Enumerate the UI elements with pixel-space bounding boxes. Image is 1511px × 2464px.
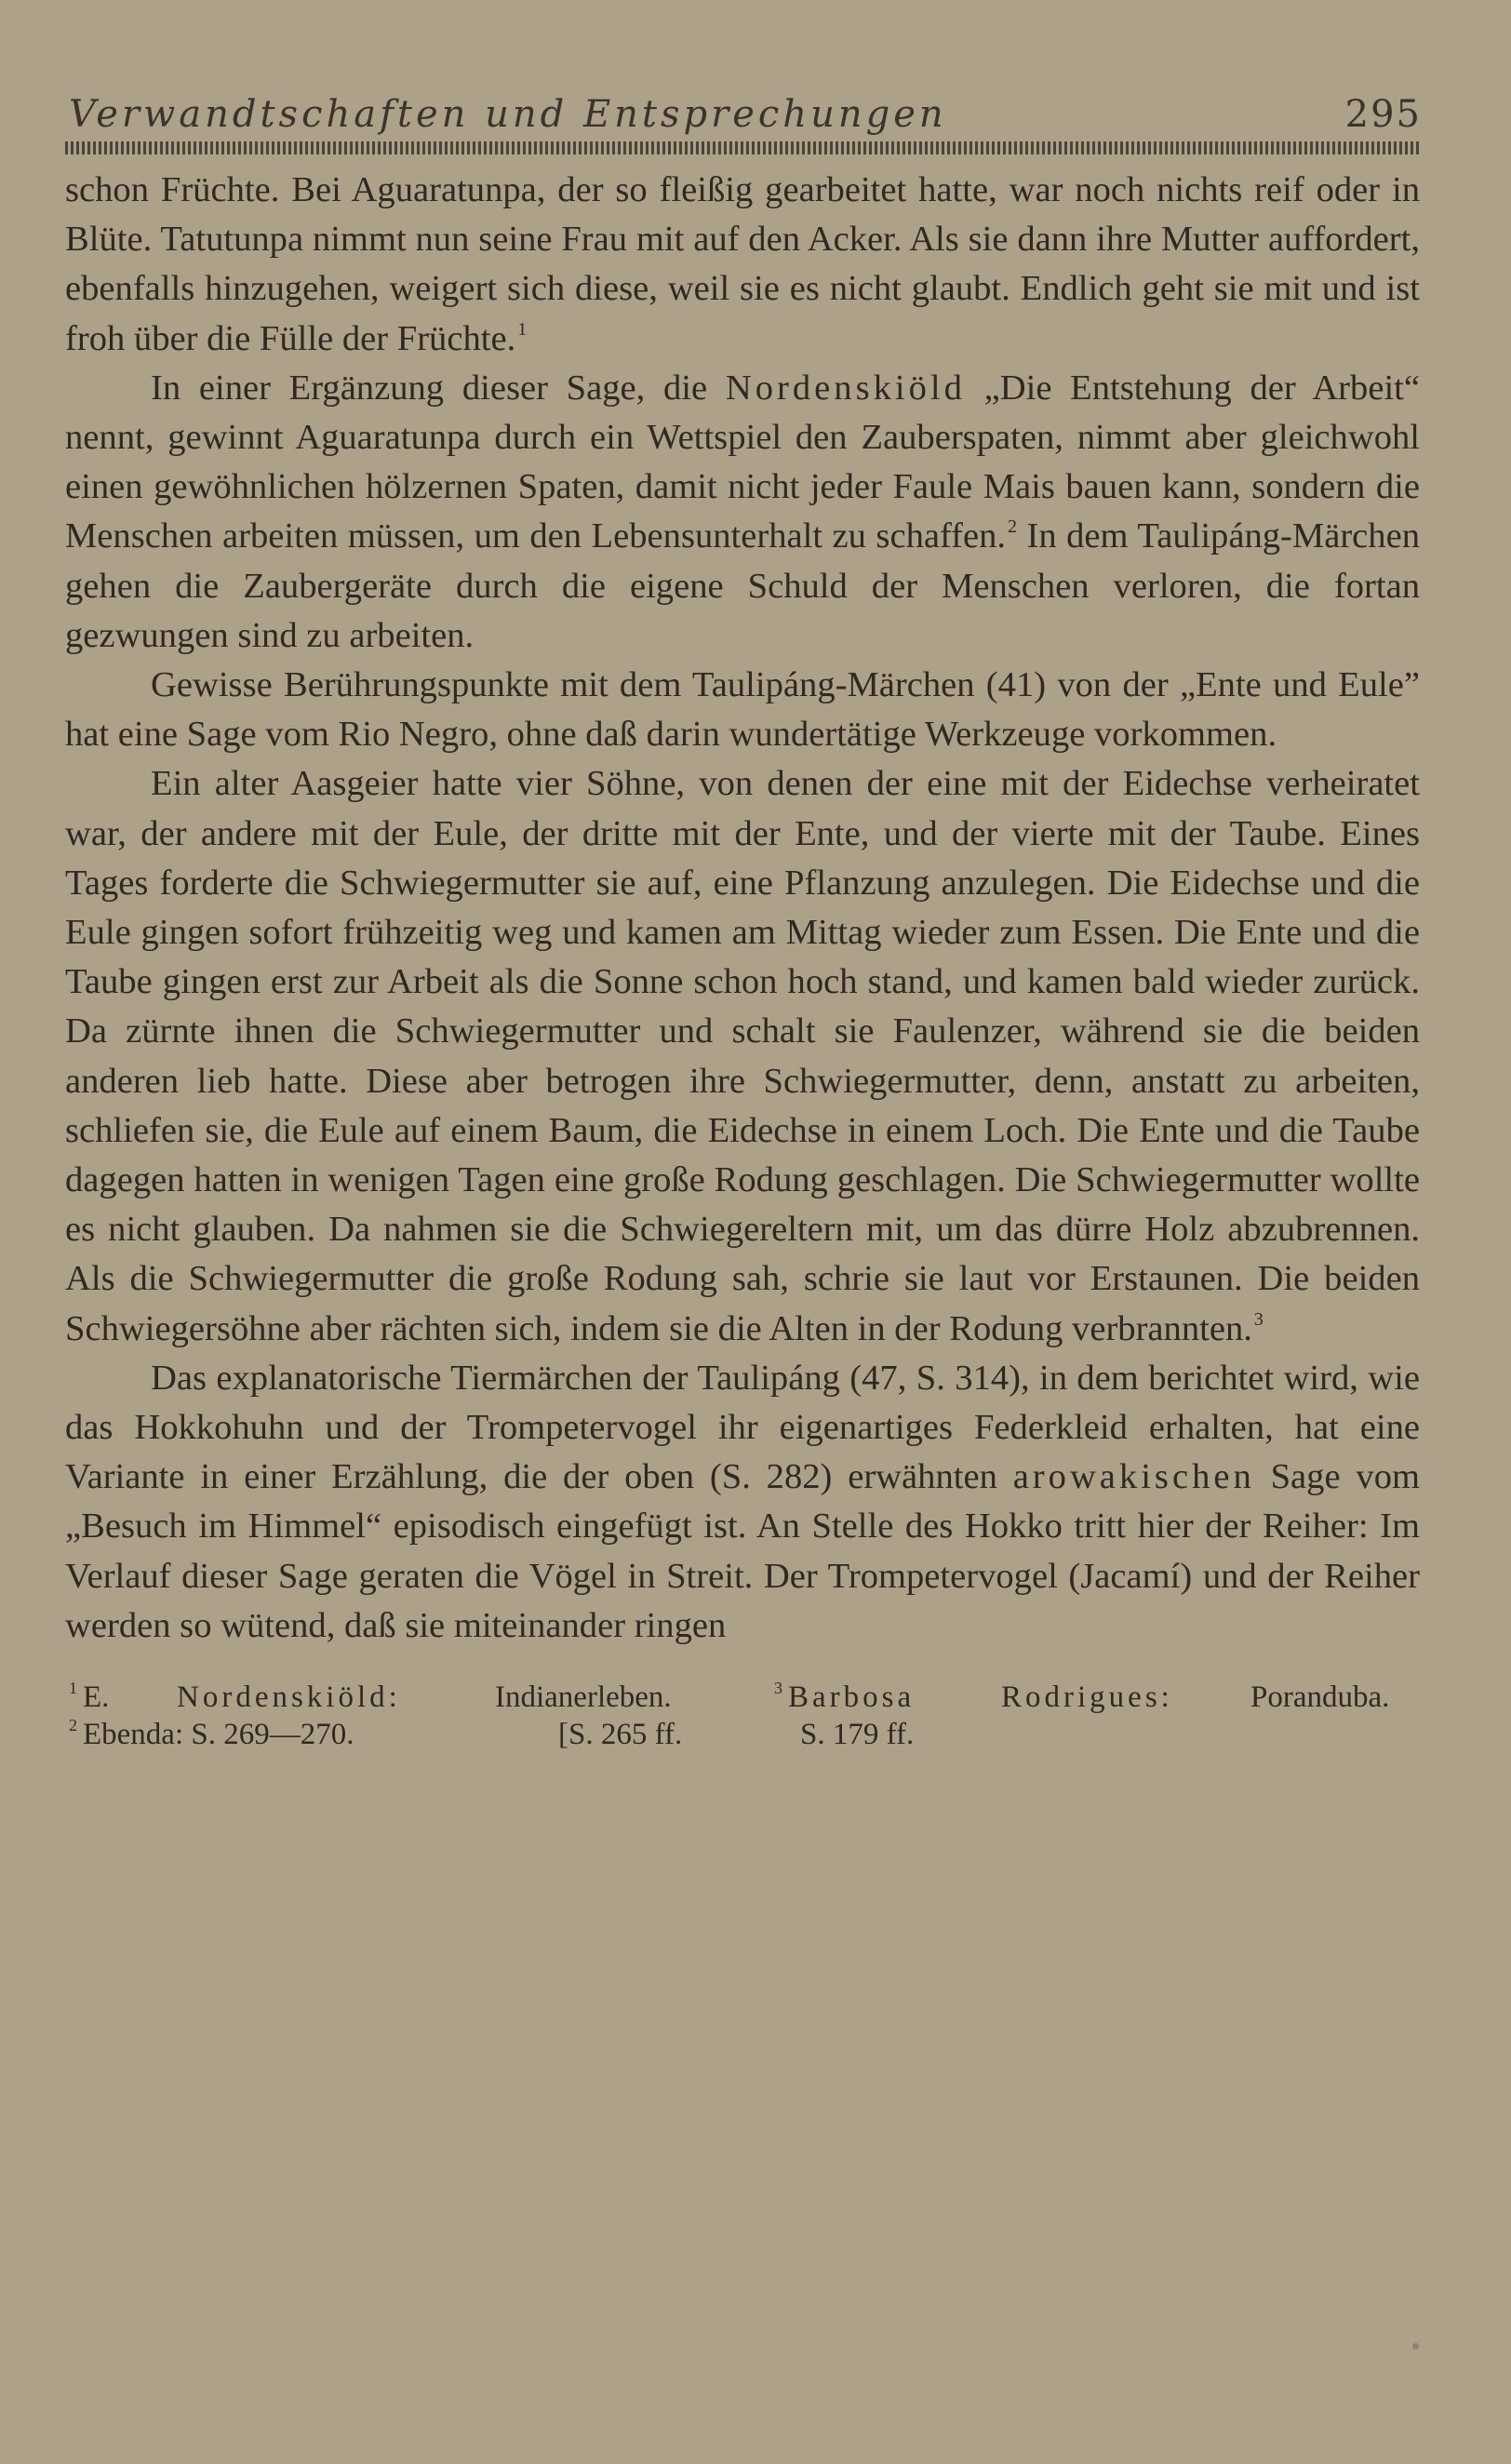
paragraph xyxy=(65,166,1420,364)
text-run: In dem Taulipáng-Märchen gehen die Zaubergeräte durch die eigene Schuld der Menschen verloren, die fortan gezwungen sind zu arbeiten. xyxy=(65,516,1420,655)
body-text xyxy=(65,166,1420,1651)
text-run: Das explanatorische Tiermärchen der Taulipáng (47, S. 314), in dem berichtet wird, wie das Hokkohuhn und der Trompetervogel ihr eigenartiges Federkleid erhalten, hat eine Variante in einer Erzählung, die der oben (S. 282) erwähnten xyxy=(65,1358,1420,1497)
spaced-name: Nordenskiöld xyxy=(725,368,966,408)
footnote-3-title: Poranduba. xyxy=(1250,1681,1390,1715)
text-run: Sage vom „Besuch im Himmel“ episodisch eingefügt ist. An Stelle des Hokko tritt hier der Reiher: Im Verlauf dieser Sage geraten die Vögel in Streit. Der Trompetervogel (Jacamí) und der Reiher werden so wütend, daß sie miteinander ringen xyxy=(65,1457,1420,1645)
text-run: „Die Entstehung der Arbeit“ nennt, gewinnt Aguaratunpa durch ein Wettspiel den Zauberspaten, nimmt aber gleichwohl einen gewöhnlichen hölzernen Spaten, damit nicht jeder Faule Mais bauen kann, sondern die Menschen arbeiten müssen, um den Lebensunterhalt zu schaffen. xyxy=(65,368,1421,556)
paragraph xyxy=(65,1354,1420,1651)
text-run: schon Früchte. Bei Aguaratunpa, der so fleißig gearbeitet hatte, war noch nichts reif oder in Blüte. Tatutunpa nimmt nun seine Frau mit auf den Acker. Als sie dann ihre Mutter auffordert, ebenfalls hinzugehen, weigert sich diese, weil sie es nicht glaubt. Endlich geht sie mit und ist froh über die Fülle der Früchte. xyxy=(65,170,1420,358)
footnote-1-pages: [S. 265 ff. xyxy=(558,1718,683,1752)
text-run: Gewisse Berührungspunkte mit dem Taulipáng-Märchen (41) von der „Ente und Eule” hat eine Sage vom Rio Negro, ohne daß darin wundertätige Werkzeuge vorkommen. xyxy=(65,665,1420,755)
footnote-row-1 xyxy=(65,1679,1435,1716)
footnote-1-title: Indianerleben. xyxy=(495,1681,672,1715)
footnote-3-author: Rodrigues: xyxy=(1001,1681,1173,1715)
text-run: Ein alter Aasgeier hatte vier Söhne, von denen der eine mit der Eidechse verheiratet war, der andere mit der Eule, der dritte mit der Ente, und der vierte mit der Taube. Eines Tages forderte die Schwiegermutter sie auf, eine Pflanzung anzulegen. Die Eidechse und die Eule gingen sofort frühzeitig weg und kamen am Mittag wieder zum Essen. Die Ente und die Taube gingen erst zur Arbeit als die Sonne schon hoch stand, und kamen bald wieder zurück. Da zürnte ihnen die Schwiegermutter und schalt sie Faulenzer, während sie die beiden anderen lieb hatte. Diese aber betrogen ihre Schwiegermutter, denn, anstatt zu arbeiten, schliefen sie, die Eule auf einem Baum, die Eidechse in einem Loch. Die Ente und die Taube dagegen hatten in wenigen Tagen eine große Rodung geschlagen. Die Schwiegermutter wollte es nicht glauben. Da nahmen sie die Schwiegereltern mit, um das dürre Holz abzubrennen. Als die Schwiegermutter die große Rodung sah, schrie sie laut vor Erstaunen. Die beiden Schwiegersöhne aber rächten sich, indem sie die Alten in der Rodung verbrannten. xyxy=(65,764,1420,1348)
footnotes xyxy=(65,1679,1435,1753)
footnote-3-pages: S. 179 ff. xyxy=(800,1718,915,1752)
paragraph xyxy=(65,661,1420,759)
footnote-row-2 xyxy=(65,1716,1435,1753)
footnote-marker: 3 xyxy=(1253,1308,1264,1330)
footnote-1-label: $^1$ E. xyxy=(69,1679,110,1715)
paper-speck xyxy=(1412,2343,1419,2350)
footnote-marker: 2 xyxy=(1008,516,1018,538)
footnote-3-label: $^3$ Barbosa xyxy=(774,1679,916,1715)
paragraph xyxy=(65,759,1420,1353)
paragraph xyxy=(65,364,1420,661)
running-head-title: Verwandtschaften und Entsprechungen xyxy=(69,93,947,136)
footnote-1-author: Nordenskiöld: xyxy=(177,1681,401,1715)
footnote-marker: 1 xyxy=(517,318,528,340)
header-rule xyxy=(65,141,1420,154)
footnote-2: $^2$ Ebenda: S. 269—270. xyxy=(69,1716,354,1752)
spaced-name: arowakischen xyxy=(1012,1457,1255,1497)
page-number: 295 xyxy=(1344,93,1422,136)
text-run: In einer Ergänzung dieser Sage, die xyxy=(151,368,726,408)
running-head xyxy=(65,93,1433,145)
book-page xyxy=(65,93,1433,1753)
